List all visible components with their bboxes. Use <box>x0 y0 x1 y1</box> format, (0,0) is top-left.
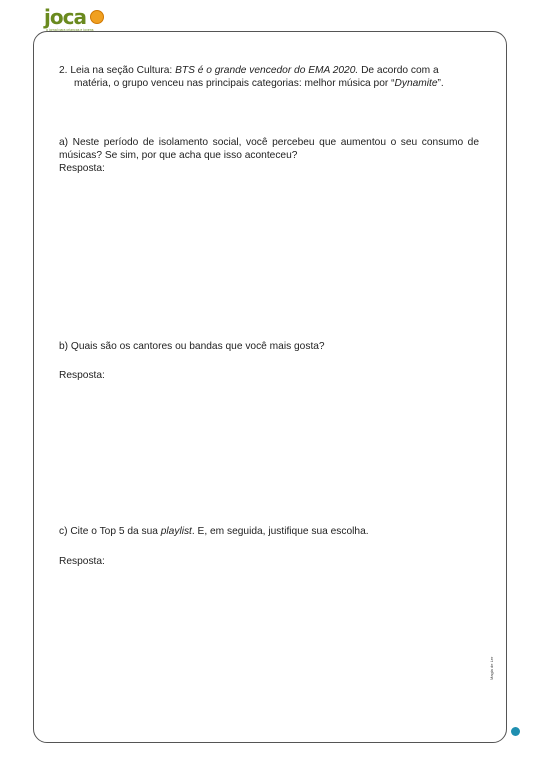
question-c-suffix: . E, em seguida, justifique sua escolha. <box>191 526 369 537</box>
logo-wordmark: joca <box>44 5 86 29</box>
question-c <box>59 525 479 538</box>
brand-badge-icon <box>511 727 520 736</box>
question-c-italic: playlist <box>160 526 192 537</box>
side-brand-label: Magia de Ler <box>489 656 494 680</box>
answer-label-b: Resposta: <box>59 370 105 381</box>
question-a <box>59 136 479 175</box>
q2-line2-prefix: matéria, o grupo venceu nas principais categorias: melhor música por “ <box>74 78 395 89</box>
answer-label-c: Resposta: <box>59 556 105 567</box>
question-2 <box>59 64 479 90</box>
joca-logo <box>44 6 104 34</box>
question-a-text: a) Neste período de isolamento social, você percebeu que aumentou o seu consumo de músicas? Se sim, por que acha que isso aconteceu? <box>59 137 479 161</box>
answer-label-a: Resposta: <box>59 163 105 174</box>
q2-song-title: Dynamite <box>394 78 438 89</box>
logo-sun-icon <box>90 10 104 24</box>
q2-line1-suffix: De acordo com a <box>358 65 439 76</box>
logo-tagline: o jornal para crianças e jovens <box>46 28 94 32</box>
question-c-prefix: c) Cite o Top 5 da sua <box>59 526 161 537</box>
question-b-text: b) Quais são os cantores ou bandas que você mais gosta? <box>59 341 325 352</box>
q2-line1-prefix: 2. Leia na seção Cultura: <box>59 65 176 76</box>
q2-line2 <box>59 77 479 90</box>
q2-article-title: BTS é o grande vencedor do EMA 2020. <box>175 65 359 76</box>
q2-line2-suffix: ”. <box>437 78 444 89</box>
